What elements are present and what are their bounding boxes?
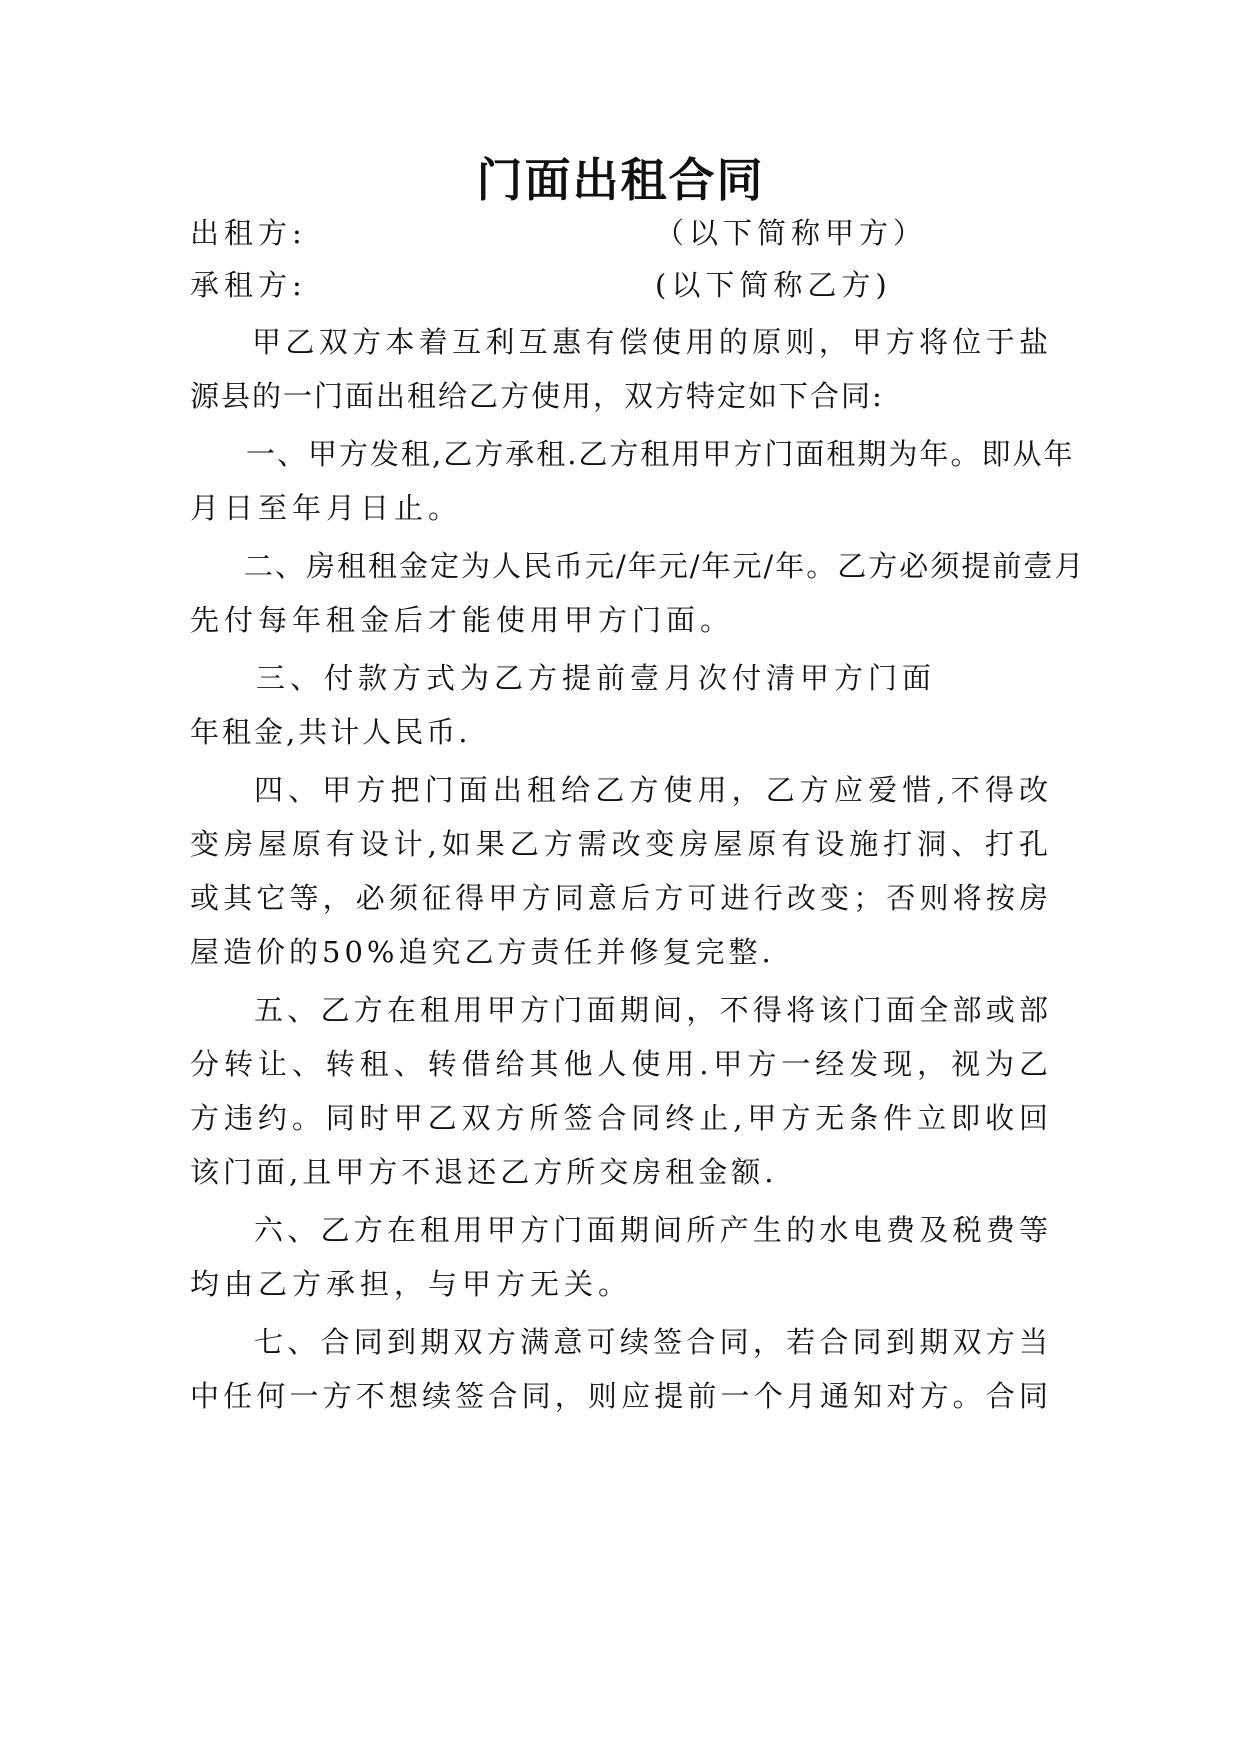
paragraph-line: 三、付款方式为乙方提前壹月次付清甲方门面	[256, 661, 937, 695]
paragraph-line: 分转让、转租、转借给其他人使用.甲方一经发现，视为乙	[190, 1047, 1050, 1081]
paragraph-line: 均由乙方承担，与甲方无关。	[190, 1267, 633, 1301]
paragraph-line: 先付每年租金后才能使用甲方门面。	[190, 603, 735, 637]
page-title: 门面出租合同	[476, 153, 765, 207]
paragraph-line: 方违约。同时甲乙双方所签合同终止,甲方无条件立即收回	[190, 1101, 1050, 1135]
paragraph-line: 六、乙方在租用甲方门面期间所产生的水电费及税费等	[254, 1213, 1050, 1247]
lessor-label: 出租方:	[190, 216, 307, 250]
paragraph-line: 一、甲方发租,乙方承租.乙方租用甲方门面租期为年。即从年	[246, 437, 1075, 471]
paragraph-line: 五、乙方在租用甲方门面期间，不得将该门面全部或部	[254, 993, 1050, 1027]
paragraph-line: 年租金,共计人民币.	[190, 715, 471, 749]
paragraph-line: 四、甲方把门面出租给乙方使用，乙方应爱惜,不得改	[254, 773, 1050, 807]
paragraph-line: 源县的一门面出租给乙方使用，双方特定如下合同:	[190, 379, 884, 413]
lessee-note: (以下简称乙方)	[655, 268, 892, 302]
paragraph-line: 甲乙双方本着互利互惠有偿使用的原则，甲方将位于盐	[252, 325, 1050, 359]
lessor-note: （以下简称甲方）	[655, 216, 928, 250]
paragraph-line: 或其它等，必须征得甲方同意后方可进行改变；否则将按房	[190, 881, 1050, 915]
paragraph-line: 屋造价的50%追究乙方责任并修复完整.	[190, 935, 775, 969]
paragraph-line: 二、房租租金定为人民币元/年元/年元/年。乙方必须提前壹月	[244, 549, 1086, 583]
paragraph-line: 该门面,且甲方不退还乙方所交房租金额.	[190, 1155, 778, 1189]
lessee-label: 承租方:	[190, 268, 307, 302]
paragraph-line: 中任何一方不想续签合同，则应提前一个月通知对方。合同	[190, 1379, 1050, 1413]
paragraph-line: 七、合同到期双方满意可续签合同，若合同到期双方当	[254, 1325, 1050, 1359]
paragraph-line: 变房屋原有设计,如果乙方需改变房屋原有设施打洞、打孔	[190, 827, 1050, 861]
paragraph-line: 月日至年月日止。	[190, 491, 463, 525]
